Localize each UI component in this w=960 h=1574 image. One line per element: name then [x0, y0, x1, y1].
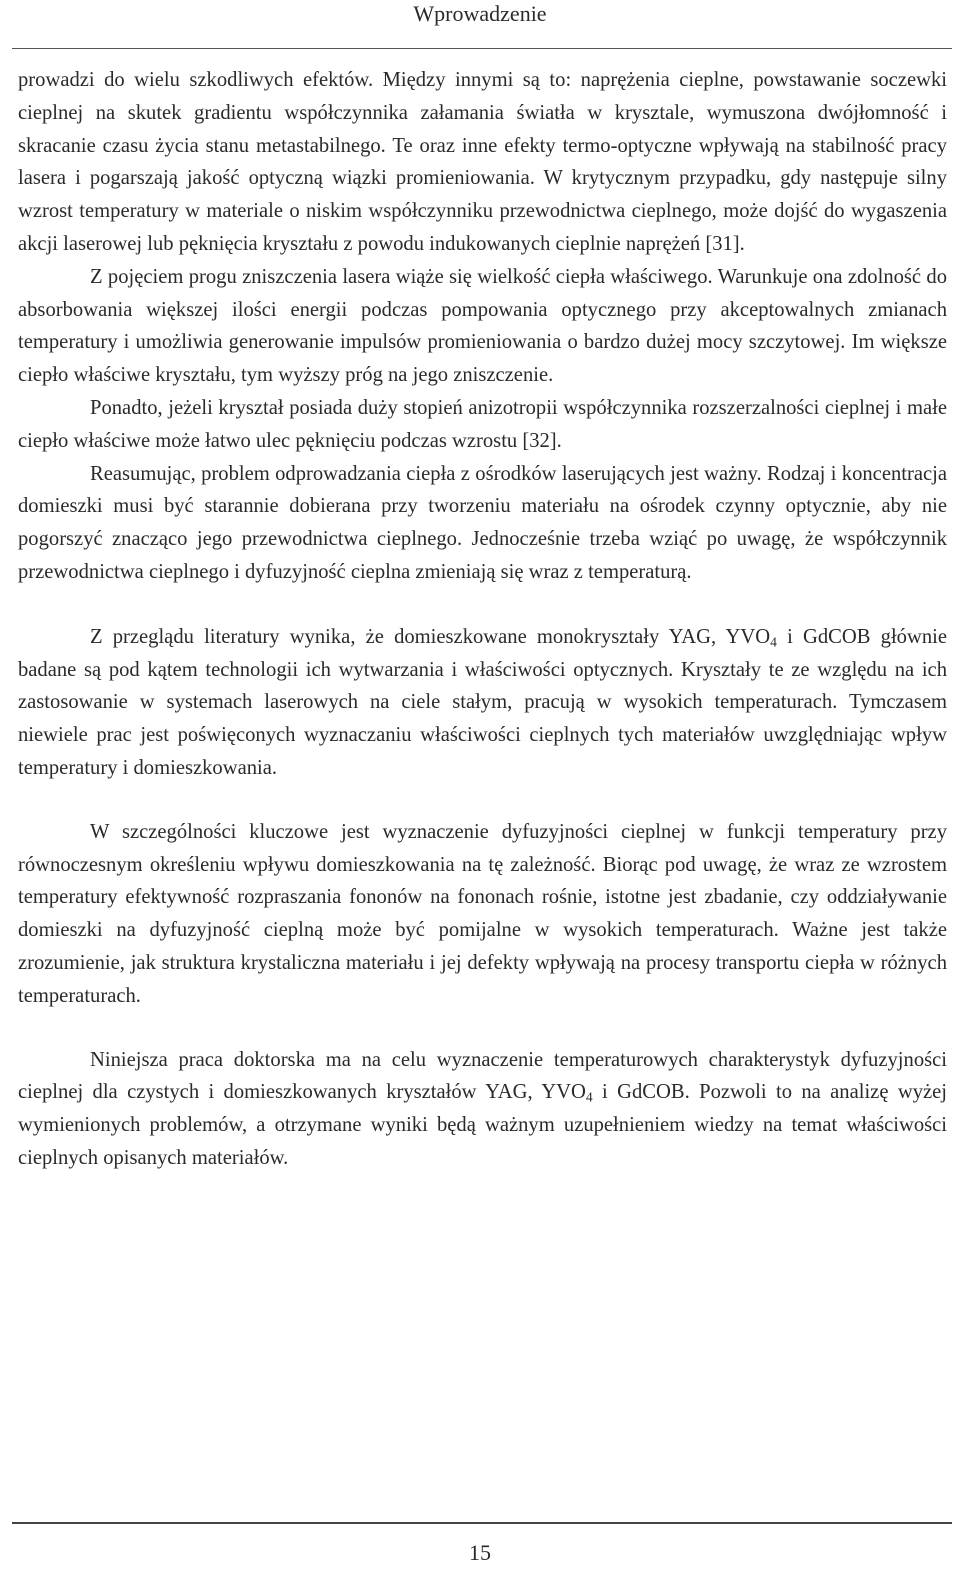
- header-rule: [12, 48, 952, 49]
- paragraph-7-subscript: 4: [585, 1089, 593, 1105]
- paragraph-5-text-b: i GdCOB głównie badane są pod kątem technologii ich wytwarzania i właściwości optycznych. Kryształy te ze względu na ich zastosowanie w systemach laserowych na ciele stałym, pracują w wysokich temperaturach. Tymczasem niewiele prac jest poświęconych wyznaczaniu właściwości cieplnych tych materiałów uwzględniając wpływ temperatury i domieszkowania.: [18, 625, 948, 779]
- paragraph-2: Z pojęciem progu zniszczenia lasera wiąże się wielkość ciepła właściwego. Warunkuje ona zdolność do absorbowania większej ilości energii podczas pompowania optycznego przy akceptowalnych zmianach temperatury i umożliwia generowanie impulsów promieniowania o bardzo dużej mocy szczytowej. Im większe ciepło właściwe kryształu, tym wyższy próg na jego zniszczenie.: [18, 265, 947, 387]
- paragraph-4: Reasumując, problem odprowadzania ciepła z ośrodków laserujących jest ważny. Rodzaj i koncentracja domieszki musi być starannie dobierana przy tworzeniu materiału na ośrodek czynny optycznie, aby nie pogorszyć znacząco jego przewodnictwa cieplnego. Jednocześnie trzeba wziąć po uwagę, że współczynnik przewodnictwa cieplnego i dyfuzyjność cieplna zmieniają się wraz z temperaturą.: [18, 462, 947, 583]
- paragraph-7-text-a: Niniejsza praca doktorska ma na celu wyznaczenie temperaturowych charakterystyk dyfuzyjności cieplnej dla czystych i domieszkowanych kryształów YAG, YVO: [18, 1048, 947, 1104]
- paragraph-5-text-a: Z przeglądu literatury wynika, że domieszkowane monokryształy YAG, YVO: [90, 625, 771, 648]
- paragraph-5: [18, 621, 947, 785]
- running-header: Wprowadzenie: [413, 1, 547, 26]
- footer-rule: [12, 1522, 952, 1524]
- paragraph-3: Ponadto, jeżeli kryształ posiada duży stopień anizotropii współczynnika rozszerzalności cieplnej i małe ciepło właściwe może łatwo ulec pęknięciu podczas wzrostu [32].: [18, 396, 947, 452]
- page-number: 15: [469, 1540, 491, 1565]
- paragraph-1: prowadzi do wielu szkodliwych efektów. Między innymi są to: naprężenia cieplne, powstawanie soczewki cieplnej na skutek gradientu współczynnika załamania światła w krysztale, wymuszona dwójłomność i skracanie czasu życia stanu metastabilnego. Te oraz inne efekty termo-optyczne wpływają na stabilność pracy lasera i pogarszają jakość optyczną wiązki promieniowania. W krytycznym przypadku, gdy następuje silny wzrost temperatury w materiale o niskim współczynniku przewodnictwa cieplnego, może dojść do wygaszenia akcji laserowej lub pęknięcia kryształu z powodu indukowanych cieplnie naprężeń [31].: [18, 69, 947, 255]
- paragraph-7-text-b: i GdCOB. Pozwoli to na analizę wyżej wymienionych problemów, a otrzymane wyniki będą ważnym uzupełnieniem wiedzy na temat właściwości cieplnych opisanych materiałów.: [18, 1081, 947, 1169]
- paragraph-7: [18, 1044, 947, 1175]
- paragraph-6: W szczególności kluczowe jest wyznaczenie dyfuzyjności cieplnej w funkcji temperatury przy równoczesnym określeniu wpływu domieszkowania na tę zależność. Biorąc pod uwagę, że wraz ze wzrostem temperatury efektywność rozpraszania fononów na fononach rośnie, istotne jest zbadanie, czy oddziaływanie domieszki na dyfuzyjność cieplną może być pomijalne w wysokich temperaturach. Ważne jest także zrozumienie, jak struktura krystaliczna materiału i jej defekty wpływają na procesy transportu ciepła w różnych temperaturach.: [18, 820, 947, 1007]
- body-text: [18, 64, 947, 1175]
- paragraph-5-subscript: 4: [770, 634, 777, 650]
